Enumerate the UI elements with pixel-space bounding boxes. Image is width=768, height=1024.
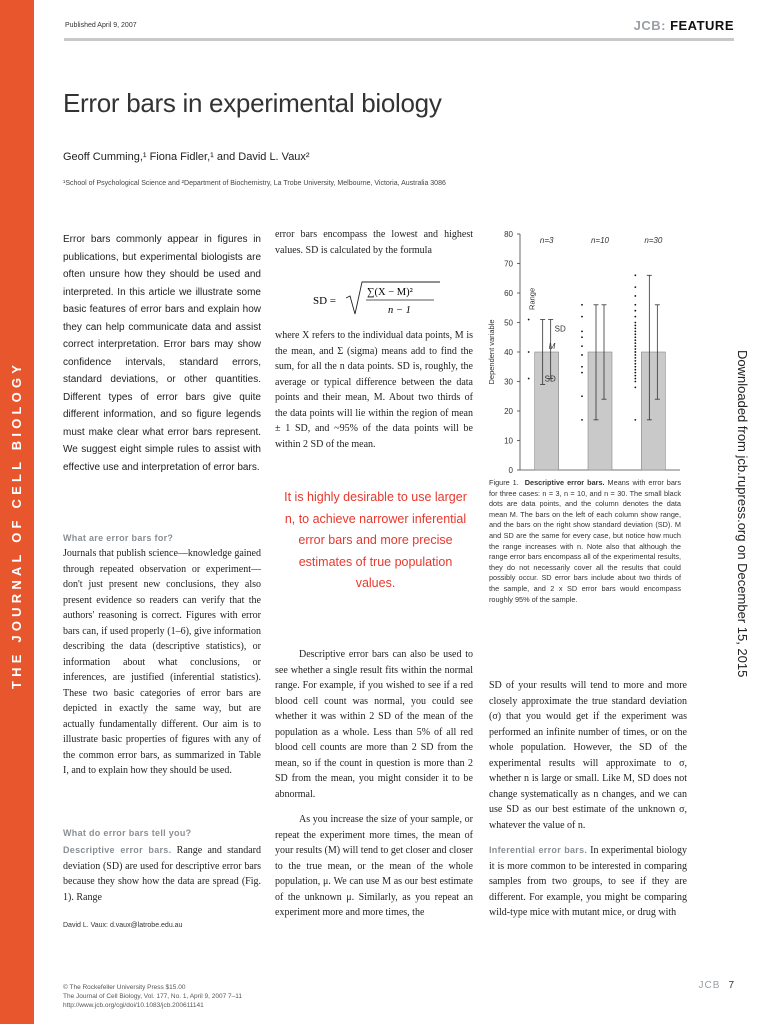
figure-label: Figure 1. (489, 478, 519, 487)
page-number (699, 980, 734, 991)
data-point (634, 274, 636, 276)
data-point (634, 357, 636, 359)
figure-caption (489, 478, 681, 605)
sd-formula (310, 278, 460, 322)
category-label: n=3 (539, 235, 554, 245)
data-point (581, 330, 583, 332)
paragraph-normal-range (275, 637, 473, 931)
article-title: Error bars in experimental biology (63, 88, 442, 118)
paragraph-rbc: Descriptive error bars can also be used to see whether a single result fits within the normal range. For example, if you wished to see if a red blood cell count was normal, you could see whether it was within 2 SD of the mean of the population as a whole. Less than 5% of all red blood cell counts are more than 2 SD from the mean, so if the count in question is more than 2 SD from the mean, you might consider it to be abnormal. (275, 649, 473, 800)
footer-journal-ref: The Journal of Cell Biology, Vol. 177, No. 1, April 9, 2007 7–11 (63, 993, 242, 1000)
data-point (634, 330, 636, 332)
data-point (634, 366, 636, 368)
section-body-descriptive (63, 843, 261, 905)
subheading-inferential: Inferential error bars. (489, 845, 588, 855)
data-point (634, 336, 636, 338)
header-divider (64, 38, 734, 41)
data-point (634, 345, 636, 347)
data-point (634, 354, 636, 356)
data-point (634, 325, 636, 327)
data-point (581, 366, 583, 368)
y-tick-label: 60 (504, 289, 513, 298)
data-point (634, 342, 636, 344)
data-point (634, 381, 636, 383)
pull-quote: It is highly desirable to use larger n, to achieve narrower inferential error bars and more precise estimates of true population values. (284, 490, 467, 590)
mean-annotation: M (548, 342, 556, 352)
subheading-descriptive: Descriptive error bars. (63, 845, 172, 855)
data-point (634, 375, 636, 377)
paragraph-inferential-text: In experimental biology it is more common to be interested in comparing samples from two groups, to see if they are different. For example, you might be comparing wild-type mice with mutant mice, or drug with (489, 845, 687, 918)
figure-title: Descriptive error bars. (524, 478, 605, 487)
download-notice: Downloaded from jcb.rupress.org on December 15, 2015 (735, 350, 750, 678)
data-point (634, 360, 636, 362)
y-tick-label: 20 (504, 407, 513, 416)
category-label: n=30 (644, 235, 663, 245)
correspondence-contact: David L. Vaux: d.vaux@latrobe.edu.au (63, 922, 183, 929)
sd-annotation: SD (544, 374, 556, 384)
section-heading-purpose: What are error bars for? (63, 533, 174, 543)
y-axis-label: Dependent variable (487, 319, 496, 385)
journal-short: JCB: (633, 18, 666, 33)
data-point (581, 395, 583, 397)
data-point (581, 336, 583, 338)
paragraph-sample-size: As you increase the size of your sample, or repeat the experiment more times, the mean of your results (M) will tend to get closer and closer to the true mean, or the mean of the whole population, μ. We can use M as our best estimate of the unknown μ. Similarly, as you repeat an experiment more and more times, the (275, 814, 473, 918)
formula-denominator: n − 1 (388, 305, 411, 316)
mean-bar (588, 352, 612, 470)
journal-name-vertical: THE JOURNAL OF CELL BIOLOGY (9, 360, 24, 689)
data-point (634, 286, 636, 288)
figure-caption-text: Means with error bars for three cases: n = 3, n = 10, and n = 30. The small black dots are data points, and the column denotes the data mean M. The bars on the left of each column show range, and the bars on the right show standard deviation (SD). M and SD are the same for every case, but notice how much the range increases with n. Note also that although the range error bars encompass all of the experimental results, they do not necessarily cover all the results that could possibly occur. SD error bars include about two thirds of the sample, and 2 x SD error bars would encompass roughly 95% of the sample. (489, 478, 682, 604)
section-header (634, 18, 734, 33)
data-point (634, 387, 636, 389)
data-point (634, 363, 636, 365)
data-point (581, 419, 583, 421)
data-point (634, 333, 636, 335)
formula-numerator: ∑(X − M)² (367, 287, 413, 298)
paragraph-sd-definition: where X refers to the individual data points, M is the mean, and Σ (sigma) means add to find the sum, for all the n data points. SD is, roughly, the average or typical difference between the data points and their mean, M. About two thirds of the data points will lie within the region of mean ± 1 SD, and ~95% of the data points will be within 2 SD of the mean. (275, 330, 473, 450)
data-point (528, 351, 530, 353)
data-point (581, 354, 583, 356)
y-tick-label: 10 (504, 436, 513, 446)
paragraph-descriptive: Range and standard deviation (SD) are used for descriptive error bars because they show how the data are spread (Fig. 1). Range (63, 845, 261, 903)
data-point (634, 322, 636, 324)
section-label: FEATURE (670, 18, 734, 33)
category-label: n=10 (590, 235, 610, 245)
y-tick-label: 70 (504, 259, 513, 269)
sd-annotation: SD (554, 324, 566, 334)
formula-lhs: SD = (313, 295, 337, 307)
data-point (634, 372, 636, 374)
footer-doi-link[interactable]: http://www.jcb.org/cgi/doi/10.1083/jcb.200611141 (63, 1002, 204, 1009)
y-tick-label: 40 (504, 348, 513, 357)
data-point (634, 295, 636, 297)
data-point (634, 351, 636, 353)
article-affiliation: ¹School of Psychological Science and ²Department of Biochemistry, La Trobe University, Melbourne, Victoria, Australia 3086 (63, 180, 446, 187)
footer-copyright: © The Rockefeller University Press $15.00 (63, 984, 186, 991)
data-point (581, 372, 583, 374)
page-number-value: 7 (728, 980, 734, 991)
mean-bar (535, 352, 559, 470)
data-point (634, 369, 636, 371)
article-authors: Geoff Cumming,¹ Fiona Fidler,¹ and David L. Vaux² (63, 151, 310, 163)
data-point (581, 316, 583, 318)
data-point (634, 419, 636, 421)
y-tick-label: 30 (504, 377, 513, 387)
data-point (634, 316, 636, 318)
mean-bar (641, 352, 665, 470)
section-body-purpose: Journals that publish science—knowledge gained through repeated observation or experiment—don't just present new conclusions, they also present evidence so readers can verify that the authors' reasoning is correct. Figures with error bars can, if used properly (1–6), give information describing the data (descriptive statistics), or information about what conclusions, or inferences, are justified (inferential statistics). These two basic categories of error bars are depicted in exactly the same way, but are actually fundamentally different. Our aim is to illustrate basic properties of figures with any of the common error bars, as summarized in Table I, and to explain how they should be used. (63, 548, 261, 776)
range-annotation: Range (527, 287, 537, 310)
column3-text (489, 668, 687, 931)
paragraph-inferential (489, 843, 687, 921)
figure-1-chart (484, 226, 684, 476)
footer-citation (63, 983, 242, 1010)
data-point (581, 345, 583, 347)
data-point (528, 319, 530, 321)
data-point (634, 310, 636, 312)
data-point (528, 378, 530, 380)
paragraph-sd-approx: SD of your results will tend to more and more closely approximate the true standard deviation (σ) that you would get if the experiment was performed an infinite number of times, or on the whole population. However, the SD of the experimental results will approximate to σ, whether n is large or small. Like M, SD does not change systematically as n changes, and we can use SD as our best estimate of the unknown σ, whatever the value of n. (489, 680, 687, 831)
data-point (634, 339, 636, 341)
y-tick-label: 50 (504, 318, 513, 328)
published-date: Published April 9, 2007 (65, 22, 137, 29)
section-heading-meaning: What do error bars tell you? (63, 828, 192, 838)
y-tick-label: 0 (508, 466, 513, 475)
data-point (634, 378, 636, 380)
abstract-text: Error bars commonly appear in figures in publications, but experimental biologists are often unsure how they should be used and interpreted. In this article we illustrate some basic features of error bars and explain how they can help communicate data and assist correct interpretation. Error bars may show confidence intervals, standard errors, standard deviations, or other quantities. Different types of error bars give quite different information, and so figure legends must make clear what error bars represent. We suggest eight simple rules to assist with effective use and interpretation of error bars. (63, 234, 261, 473)
footer-journal: JCB (698, 980, 721, 991)
data-point (581, 304, 583, 306)
data-point (634, 348, 636, 350)
paragraph-range: error bars encompass the lowest and highest values. SD is calculated by the formula (275, 229, 473, 256)
data-point (634, 328, 636, 330)
data-point (634, 304, 636, 306)
y-tick-label: 80 (504, 230, 513, 239)
